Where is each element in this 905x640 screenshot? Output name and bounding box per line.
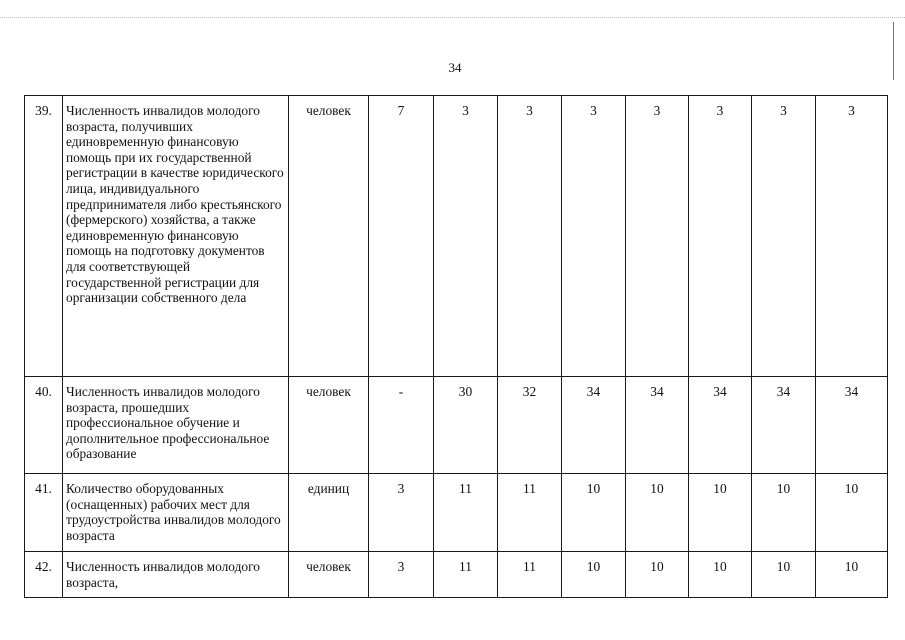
value-cell: 3	[434, 96, 498, 377]
value-cell: 10	[752, 474, 816, 552]
value-cell: 3	[816, 96, 888, 377]
value-cell: 3	[689, 96, 752, 377]
table-row	[25, 377, 888, 474]
value-cell: 3	[562, 96, 626, 377]
value-cell: 10	[562, 552, 626, 598]
value-cell: 10	[816, 552, 888, 598]
indicator-name: Количество оборудованных (оснащенных) рабочих мест для трудоустройства инвалидов молодого возраста	[63, 474, 289, 552]
value-cell: 34	[626, 377, 689, 474]
value-cell: 3	[626, 96, 689, 377]
table-row	[25, 552, 888, 598]
value-cell: 34	[562, 377, 626, 474]
scan-top-edge-line	[0, 17, 905, 19]
unit-of-measure: единиц	[289, 474, 369, 552]
value-cell: 34	[752, 377, 816, 474]
unit-of-measure: человек	[289, 96, 369, 377]
value-cell: 3	[369, 552, 434, 598]
value-cell: 11	[498, 474, 562, 552]
value-cell: 10	[626, 474, 689, 552]
value-cell: 32	[498, 377, 562, 474]
page-number: 34	[448, 60, 462, 75]
row-number: 40.	[25, 377, 63, 474]
value-cell: -	[369, 377, 434, 474]
value-cell: 34	[689, 377, 752, 474]
indicator-name: Численность инвалидов молодого возраста, прошедших профессиональное обучение и дополнительное профессиональное образование	[63, 377, 289, 474]
unit-of-measure: человек	[289, 552, 369, 598]
value-cell: 11	[498, 552, 562, 598]
value-cell: 30	[434, 377, 498, 474]
value-cell: 10	[562, 474, 626, 552]
value-cell: 10	[689, 474, 752, 552]
row-number: 41.	[25, 474, 63, 552]
value-cell: 3	[498, 96, 562, 377]
value-cell: 3	[752, 96, 816, 377]
value-cell: 3	[369, 474, 434, 552]
indicator-name: Численность инвалидов молодого возраста,	[63, 552, 289, 598]
value-cell: 10	[816, 474, 888, 552]
value-cell: 11	[434, 474, 498, 552]
table-row	[25, 474, 888, 552]
value-cell: 34	[816, 377, 888, 474]
row-number: 42.	[25, 552, 63, 598]
indicators-table	[24, 95, 888, 598]
value-cell: 10	[752, 552, 816, 598]
unit-of-measure: человек	[289, 377, 369, 474]
row-number: 39.	[25, 96, 63, 377]
indicator-name: Численность инвалидов молодого возраста, получивших единовременную финансовую помощь при их государственной регистрации в качестве юридического лица, индивидуального предпринимателя либо крестьянского (фермерского) хозяйства, а также единовременную финансовую помощь на подготовку документов для соответствующей государственной регистрации для организации собственного дела	[63, 96, 289, 377]
table-row	[25, 96, 888, 377]
value-cell: 10	[689, 552, 752, 598]
scan-right-edge-line	[893, 22, 894, 80]
value-cell: 11	[434, 552, 498, 598]
value-cell: 10	[626, 552, 689, 598]
value-cell: 7	[369, 96, 434, 377]
